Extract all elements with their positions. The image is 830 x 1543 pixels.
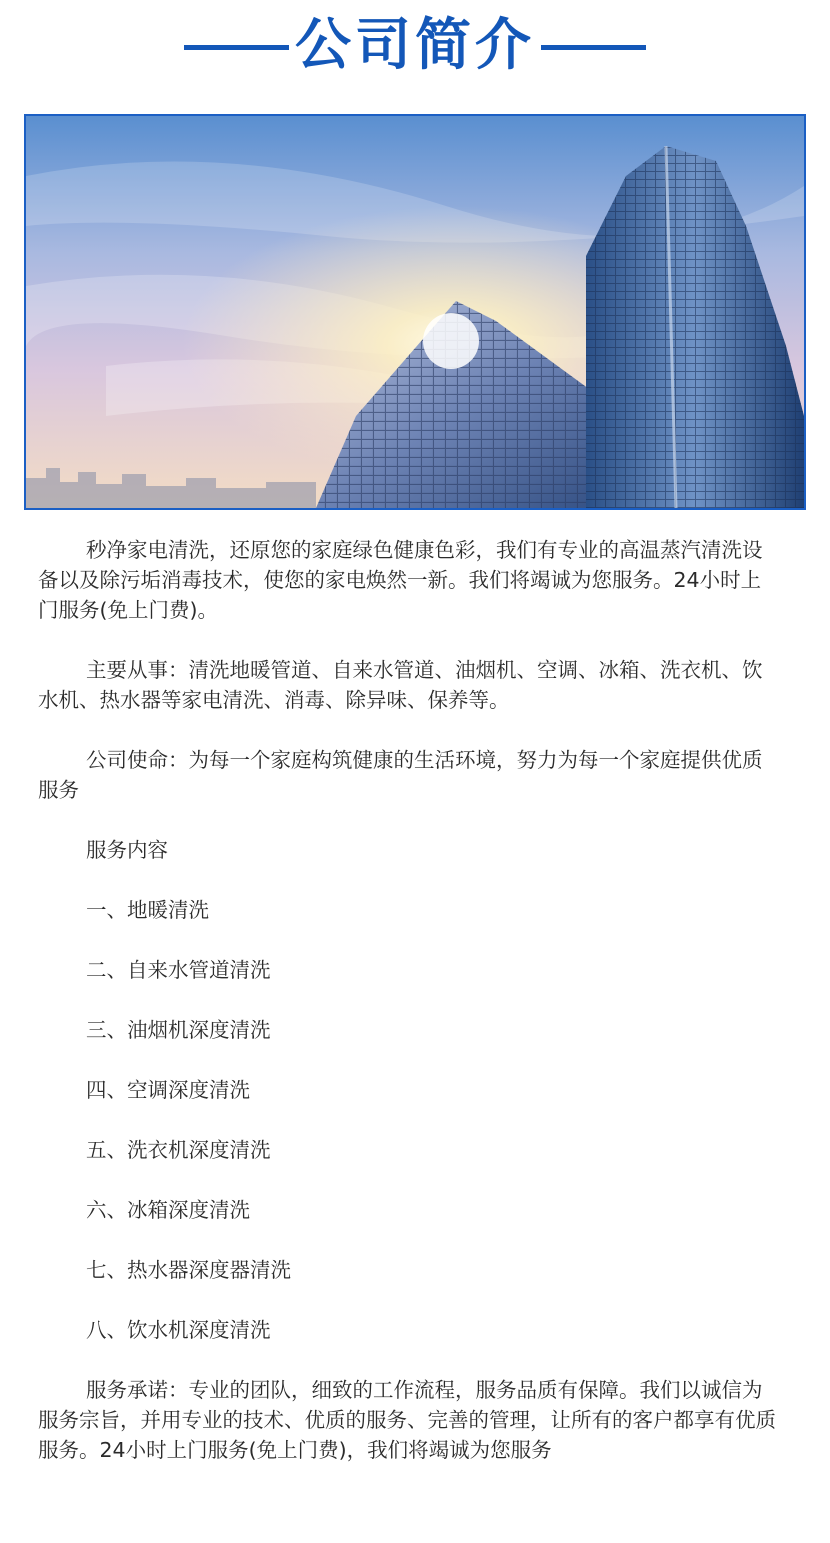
- service-item: 七、热水器深度器清洗: [86, 1258, 291, 1282]
- service-item: 四、空调深度清洗: [86, 1078, 250, 1102]
- hero-image: [24, 114, 806, 510]
- page-title: 公司简介: [295, 12, 535, 78]
- service-item: 二、自来水管道清洗: [86, 958, 271, 982]
- intro-paragraph-2: 主要从事：清洗地暖管道、自来水管道、油烟机、空调、冰箱、洗衣机、饮水机、热水器等家电清洗、消毒、除异味、保养等。: [38, 658, 763, 712]
- service-item: 一、地暖清洗: [86, 898, 209, 922]
- service-promise: 服务承诺：专业的团队，细致的工作流程，服务品质有保障。我们以诚信为服务宗旨，并用专业的技术、优质的服务、完善的管理，让所有的客户都享有优质服务。24小时上门服务(免上门费)，我们将竭诚为您服务: [38, 1378, 776, 1462]
- page-header: [0, 0, 830, 90]
- service-item: 六、冰箱深度清洗: [86, 1198, 250, 1222]
- service-item: 八、饮水机深度清洗: [86, 1318, 271, 1342]
- skyscraper-illustration: [26, 116, 804, 508]
- intro-paragraph-3: 公司使命：为每一个家庭构筑健康的生活环境，努力为每一个家庭提供优质服务: [38, 748, 763, 802]
- title-line-left: [184, 45, 289, 50]
- intro-paragraph-1: 秒净家电清洗，还原您的家庭绿色健康色彩，我们有专业的高温蒸汽清洗设备以及除污垢消毒技术，使您的家电焕然一新。我们将竭诚为您服务。24小时上门服务(免上门费)。: [38, 538, 763, 622]
- service-item: 三、油烟机深度清洗: [86, 1018, 271, 1042]
- service-item: 五、洗衣机深度清洗: [86, 1138, 271, 1162]
- title-line-right: [541, 45, 646, 50]
- services-heading: 服务内容: [86, 838, 168, 862]
- content: [38, 535, 780, 1495]
